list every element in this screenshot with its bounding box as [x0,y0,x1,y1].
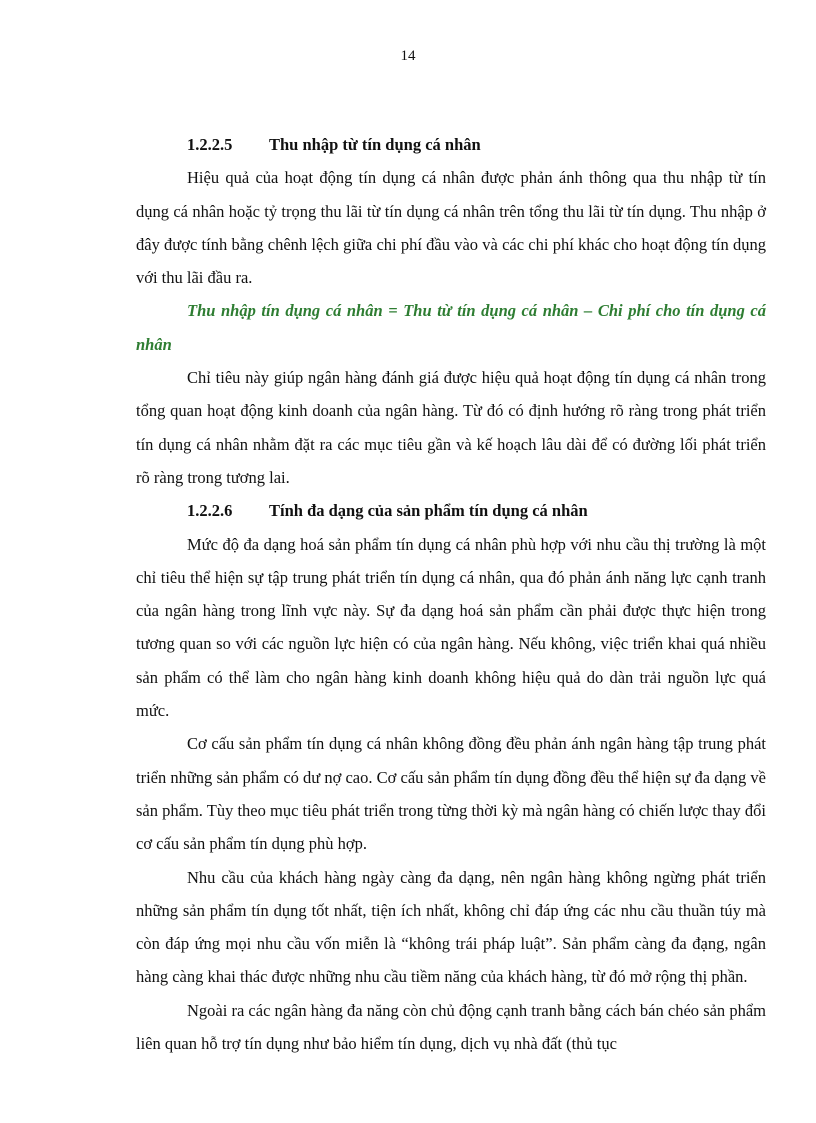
section-heading-1-2-2-5 [136,128,766,161]
section-title: Tính đa dạng của sản phẩm tín dụng cá nhân [269,501,588,521]
paragraph: Mức độ đa dạng hoá sản phẩm tín dụng cá nhân phù hợp với nhu cầu thị trường là một chỉ tiêu thể hiện sự tập trung phát triển tín dụng cá nhân, qua đó phản ánh năng lực cạnh tranh của ngân hàng trong lĩnh vực này. Sự đa dạng hoá sản phẩm cần phải được thực hiện trong tương quan so với các nguồn lực hiện có của ngân hàng. Nếu không, việc triển khai quá nhiều sản phẩm có thể làm cho ngân hàng kinh doanh không hiệu quả do dàn trải nguồn lực quá mức. [136,534,766,721]
section-number: 1.2.2.5 [187,135,233,154]
paragraph: Hiệu quả của hoạt động tín dụng cá nhân được phản ánh thông qua thu nhập từ tín dụng cá nhân hoặc tỷ trọng thu lãi từ tín dụng cá nhân trên tổng thu lãi từ tín dụng. Thu nhập ở đây được tính bằng chênh lệch giữa chi phí đầu vào và các chi phí khác cho hoạt động tín dụng với thu lãi đầu ra. [136,168,766,288]
page-number: 14 [400,48,416,64]
paragraph: Cơ cấu sản phẩm tín dụng cá nhân không đồng đều phản ánh ngân hàng tập trung phát triển những sản phẩm có dư nợ cao. Cơ cấu sản phẩm tín dụng đồng đều thể hiện sự đa dạng về sản phẩm. Tùy theo mục tiêu phát triển trong từng thời kỳ mà ngân hàng có chiến lược thay đổi cơ cấu sản phẩm tín dụng phù hợp. [136,734,766,854]
formula: Thu nhập tín dụng cá nhân = Thu từ tín dụng cá nhân – Chi phí cho tín dụng cá nhân [136,301,766,354]
document-body [136,128,766,1060]
paragraph: Nhu cầu của khách hàng ngày càng đa dạng, nên ngân hàng không ngừng phát triển những sản phẩm tín dụng tốt nhất, tiện ích nhất, không chỉ đáp ứng các nhu cầu thuần túy mà còn đáp ứng mọi nhu cầu vốn miễn là “không trái pháp luật”. Sản phẩm càng đa đạng, ngân hàng càng khai thác được những nhu cầu tiềm năng của khách hàng, từ đó mở rộng thị phần. [136,867,766,987]
paragraph: Chỉ tiêu này giúp ngân hàng đánh giá được hiệu quả hoạt động tín dụng cá nhân trong tổng quan hoạt động kinh doanh của ngân hàng. Từ đó có định hướng rõ ràng trong phát triển tín dụng cá nhân nhằm đặt ra các mục tiêu gần và kế hoạch lâu dài để có đường lối phát triển rõ ràng trong tương lai. [136,368,766,487]
paragraph: Ngoài ra các ngân hàng đa năng còn chủ động cạnh tranh bằng cách bán chéo sản phẩm liên quan hỗ trợ tín dụng như bảo hiểm tín dụng, dịch vụ nhà đất (thủ tục [136,1000,766,1054]
section-number: 1.2.2.6 [187,501,233,521]
section-title: Thu nhập từ tín dụng cá nhân [269,135,481,154]
section-heading-1-2-2-6 [136,494,766,527]
